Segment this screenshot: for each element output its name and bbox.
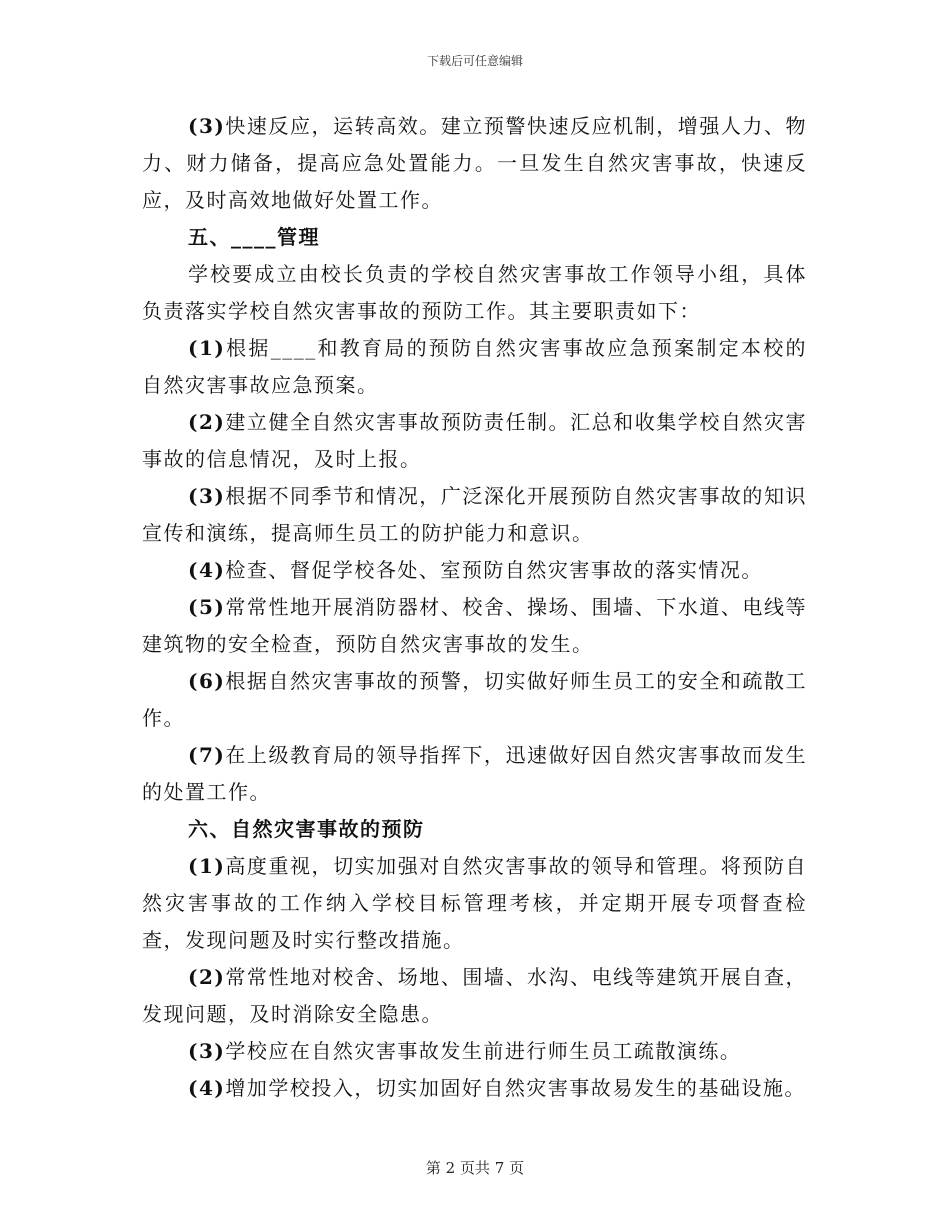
paragraph-item-4a — [142, 552, 807, 589]
item-text: 常常性地对校舍、场地、围墙、水沟、电线等建筑开展自查，发现问题，及时消除安全隐患。 — [142, 965, 807, 1026]
paragraph-item-2b — [142, 959, 807, 1033]
paragraph-intro: 学校要成立由校长负责的学校自然灾害事故工作领导小组，具体负责落实学校自然灾害事故的预防工作。其主要职责如下： — [142, 262, 807, 323]
document-body — [142, 108, 807, 1107]
item-text: 常常性地开展消防器材、校舍、操场、围墙、下水道、电线等建筑物的安全检查，预防自然灾害事故的发生。 — [142, 595, 807, 656]
paragraph-item-6a — [142, 663, 807, 737]
item-text: 高度重视，切实加强对自然灾害事故的领导和管理。将预防自然灾害事故的工作纳入学校目标管理考核，并定期开展专项督查检查，发现问题及时实行整改措施。 — [142, 854, 807, 952]
item-number: (2) — [188, 410, 226, 434]
item-text: 学校应在自然灾害事故发生前进行师生员工疏散演练。 — [225, 1039, 742, 1063]
paragraph-item-1b — [142, 848, 807, 959]
item-text: 快速反应，运转高效。建立预警快速反应机制，增强人力、物力、财力储备，提高应急处置能力。一旦发生自然灾害事故，快速反应，及时高效地做好处置工作。 — [142, 114, 807, 212]
paragraph-item-3b — [142, 478, 807, 552]
item-number: (7) — [188, 743, 226, 767]
page-number: 第 2 页共 7 页 — [425, 1159, 525, 1177]
section-heading-5: 五、____管理 — [188, 225, 320, 249]
paragraph-item-3a — [142, 108, 807, 219]
item-number: (1) — [188, 336, 226, 360]
item-number: (5) — [188, 595, 226, 619]
page-header: 下载后可任意编辑 — [426, 54, 523, 68]
item-text: 检查、督促学校各处、室预防自然灾害事故的落实情况。 — [225, 558, 763, 582]
paragraph-item-1a — [142, 330, 807, 404]
item-text: 在上级教育局的领导指挥下，迅速做好因自然灾害事故而发生的处置工作。 — [142, 743, 807, 804]
paragraph-item-4b — [142, 1070, 807, 1107]
item-number: (6) — [188, 669, 226, 693]
paragraph-item-5a — [142, 589, 807, 663]
item-number: (3) — [188, 114, 226, 138]
item-number: (1) — [188, 854, 226, 878]
item-text: 建立健全自然灾害事故预防责任制。汇总和收集学校自然灾害事故的信息情况，及时上报。 — [142, 410, 807, 471]
item-number: (3) — [188, 484, 226, 508]
paragraph-item-7a — [142, 737, 807, 811]
item-text: 根据不同季节和情况，广泛深化开展预防自然灾害事故的知识宣传和演练，提高师生员工的防护能力和意识。 — [142, 484, 807, 545]
item-text: 根据____和教育局的预防自然灾害事故应急预案制定本校的自然灾害事故应急预案。 — [142, 336, 807, 397]
item-number: (3) — [188, 1039, 226, 1063]
item-text: 根据自然灾害事故的预警，切实做好师生员工的安全和疏散工作。 — [142, 669, 807, 730]
paragraph-item-2a — [142, 404, 807, 478]
item-text: 增加学校投入，切实加固好自然灾害事故易发生的基础设施。 — [225, 1076, 806, 1100]
item-number: (4) — [188, 1076, 226, 1100]
paragraph-item-3c — [142, 1033, 807, 1070]
item-number: (4) — [188, 558, 226, 582]
section-heading-6: 六、自然灾害事故的预防 — [188, 817, 425, 841]
item-number: (2) — [188, 965, 226, 989]
